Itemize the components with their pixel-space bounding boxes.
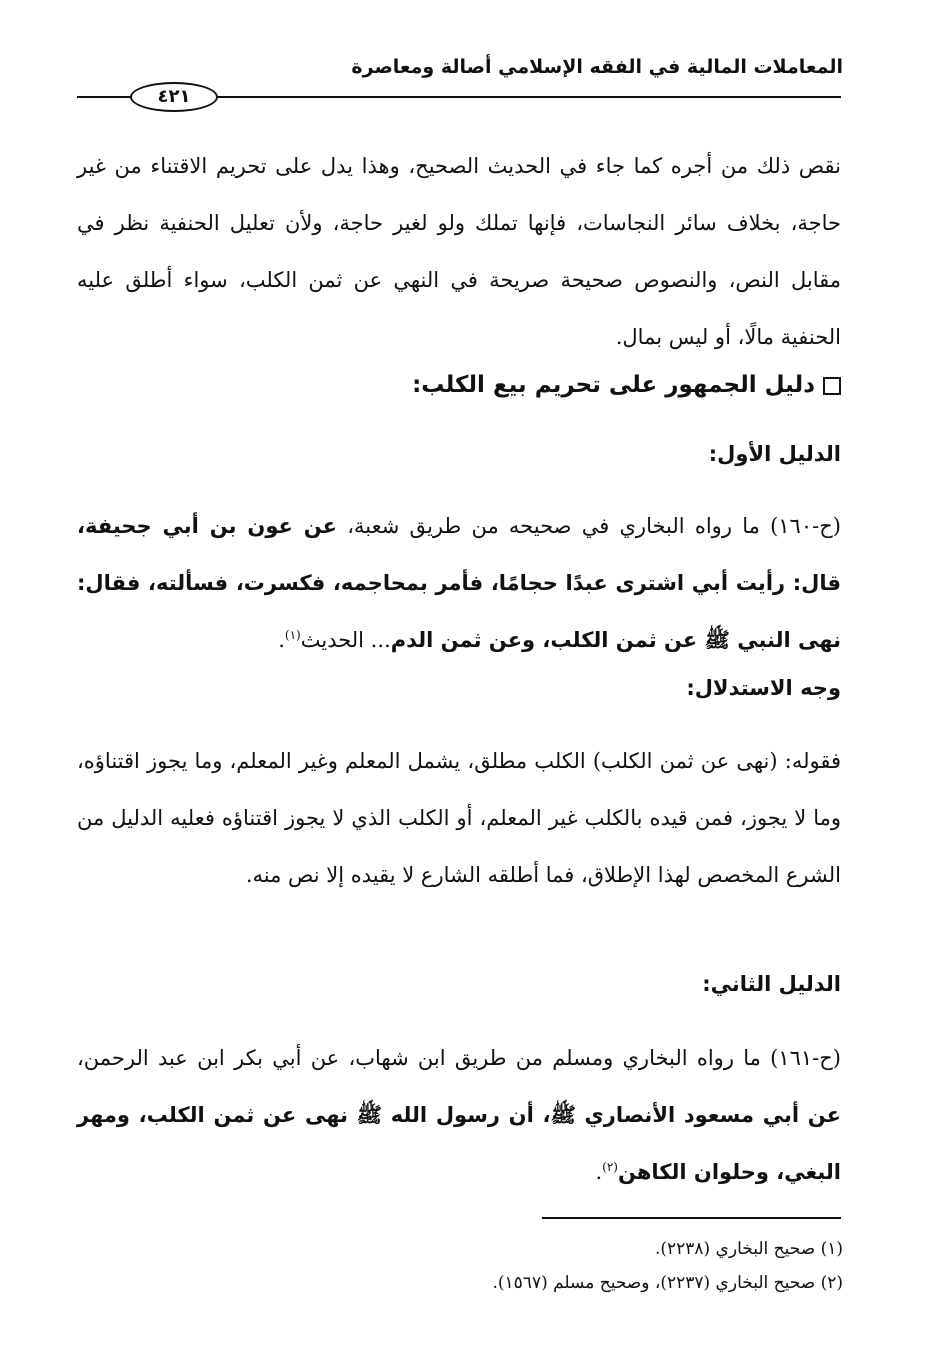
hadith-160-end: .: [278, 628, 285, 652]
footnote-ref-1: (١): [284, 628, 301, 642]
footnote-ref-2: (٢): [602, 1160, 618, 1174]
istidlal-paragraph: فقوله: (نهى عن ثمن الكلب) الكلب مطلق، يشمل المعلم وغير المعلم، وما يجوز اقتناؤه، وما لا يجوز، فمن قيده بالكلب غير المعلم، أو الكلب الذي لا يجوز اقتناؤه فعليه الدليل من الشرع المخصص لهذا الإطلاق، فما أطلقه الشارع لا يقيده إلا نص منه.: [77, 749, 841, 887]
hadith-161-text: عن أبي مسعود الأنصاري ﷺ، أن رسول الله ﷺ نهى عن ثمن الكلب، ومهر البغي، وحلوان الكاهن: [77, 1103, 841, 1184]
footnotes: [493, 1232, 844, 1300]
first-evidence-heading: الدليل الأول:: [708, 442, 841, 466]
section-heading: [412, 372, 841, 398]
first-evidence-paragraph: [77, 498, 841, 669]
footnote-2: (٢) صحيح البخاري (٢٢٣٧)، وصحيح مسلم (١٥٦٧).: [492, 1273, 843, 1293]
running-title: المعاملات المالية في الفقه الإسلامي أصالة ومعاصرة: [351, 56, 843, 78]
paragraph-continuation: نقص ذلك من أجره كما جاء في الحديث الصحيح، وهذا يدل على تحريم الاقتناء من غير حاجة، بخلاف سائر النجاسات، فإنها تملك ولو لغير حاجة، ولأن تعليل الحنفية نظر في مقابل النص، والنصوص صحيحة صريحة في النهي عن ثمن الكلب، سواء أطلق عليه الحنفية مالًا، أو ليس بمال.: [77, 154, 841, 349]
second-evidence-heading: الدليل الثاني:: [702, 972, 841, 996]
second-evidence-paragraph: [77, 1030, 841, 1201]
page-number-badge: ٤٢١: [130, 82, 218, 112]
footnote-rule: [542, 1217, 841, 1219]
section-heading-text: دليل الجمهور على تحريم بيع الكلب:: [412, 372, 815, 398]
hadith-160-text: عن عون بن أبي جحيفة، قال: رأيت أبي اشترى عبدًا حجامًا، فأمر بمحاجمه، فكسرت، فسألته، فقال: نهى النبي ﷺ عن ثمن الكلب، وعن ثمن الدم: [77, 514, 841, 652]
footnote-1: (١) صحيح البخاري (٢٢٣٨).: [654, 1239, 843, 1259]
hadith-161-end: .: [595, 1160, 603, 1184]
hadith-160-tail: ... الحديث: [300, 628, 391, 652]
hadith-160-lead: (ح-١٦٠) ما رواه البخاري في صحيحه من طريق شعبة،: [336, 514, 841, 538]
istidlal-heading: وجه الاستدلال:: [686, 676, 841, 700]
hadith-161-lead: (ح-١٦١) ما رواه البخاري ومسلم من طريق ابن شهاب، عن أبي بكر ابن عبد الرحمن،: [77, 1046, 841, 1070]
square-bullet-icon: [823, 377, 841, 395]
